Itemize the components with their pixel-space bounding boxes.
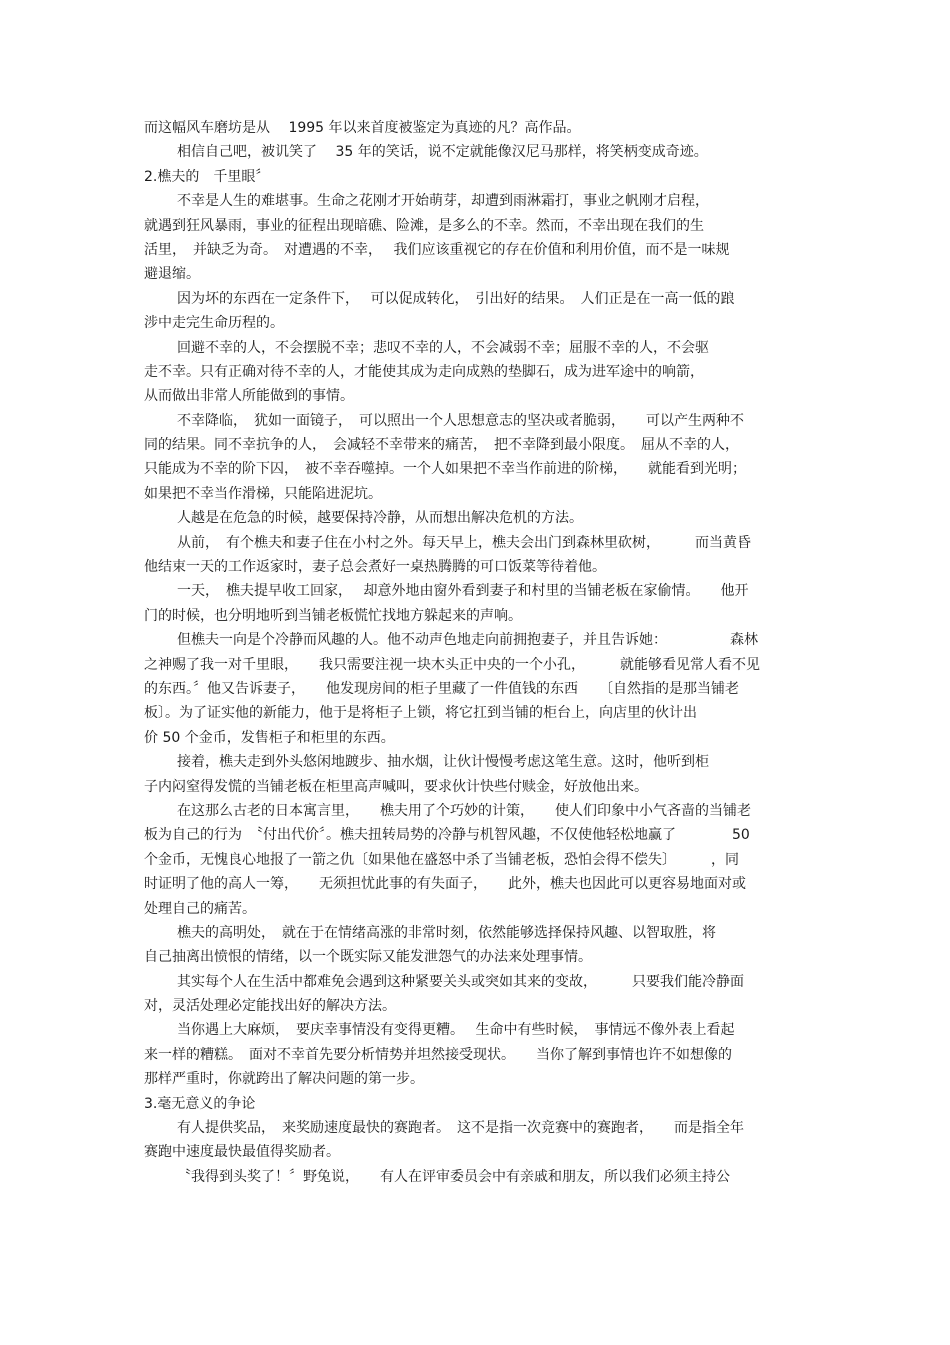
text-line: 只能成为不幸的阶下囚， 被不幸吞噬掉。一个人如果把不幸当作前进的阶梯， 就能看到光明； (144, 461, 746, 478)
text-line: 活里， 并缺乏为奇。 对遭遇的不幸， 我们应该重视它的存在价值和利用价值，而不是一味规 (144, 241, 730, 258)
text-line: 之神赐了我一对千里眼， 我只需要注视一块木头正中央的一个小孔， 就能够看见常人看不见 (144, 656, 760, 673)
text-line: 板〕。为了证实他的新能力，他于是将柜子上锁，将它扛到当铺的柜台上，向店里的伙计出 (144, 705, 697, 722)
text-line: 如果把不幸当作滑梯，只能陷进泥坑。 (144, 485, 382, 502)
text-line: 不幸是人生的难堪事。生命之花刚才开始萌芽，却遭到雨淋霜打，事业之帆刚才启程， (177, 193, 709, 210)
text-line: 从前， 有个樵夫和妻子住在小村之外。每天早上，樵夫会出门到森林里砍树， 而当黄昏 (177, 534, 751, 551)
text-line: 同的结果。同不幸抗争的人， 会减轻不幸带来的痛苦， 把不幸降到最小限度。 屈从不幸的人， (144, 437, 739, 454)
text-line: 自己抽离出愤恨的情绪，以一个既实际又能发泄怨气的办法来处理事情。 (144, 949, 592, 966)
text-line: 有人提供奖品， 来奖励速度最快的赛跑者。 这不是指一次竞赛中的赛跑者， 而是指全年 (177, 1120, 744, 1137)
text-line: 板为自己的行为 〝付出代价〞。樵夫扭转局势的冷静与机智风趣，不仅使他轻松地赢了 50 (144, 827, 750, 844)
text-line: 那样严重时，你就跨出了解决问题的第一步。 (144, 1071, 424, 1088)
text-line: 其实每个人在生活中都难免会遇到这种紧要关头或突如其来的变故， 只要我们能冷静面 (177, 973, 744, 990)
text-line: 的东西。〞他又告诉妻子， 他发现房间的柜子里藏了一件值钱的东西 〔自然指的是那当铺老 (144, 680, 739, 697)
text-line: 当你遇上大麻烦， 要庆幸事情没有变得更糟。 生命中有些时候， 事情远不像外表上看起 (177, 1022, 735, 1039)
text-line: 门的时候，也分明地听到当铺老板慌忙找地方躲起来的声响。 (144, 607, 522, 624)
text-line: 樵夫的高明处， 就在于在情绪高涨的非常时刻，依然能够选择保持风趣、以智取胜，将 (177, 924, 716, 941)
text-line: 走不幸。只有正确对待不幸的人，才能使其成为走向成熟的垫脚石，成为进军途中的响箭， (144, 363, 704, 380)
text-line: 赛跑中速度最快最值得奖励者。 (144, 1144, 340, 1161)
text-line: 相信自己吧，被讥笑了 35 年的笑话，说不定就能像汉尼马那样，将笑柄变成奇迹。 (177, 144, 708, 161)
text-line: 时证明了他的高人一筹， 无须担忧此事的有失面子， 此外，樵夫也因此可以更容易地面对或 (144, 876, 746, 893)
section-heading: 2.樵夫的 千里眼〞 (144, 168, 270, 185)
document-body (144, 116, 804, 1189)
text-line: 因为坏的东西在一定条件下， 可以促成转化， 引出好的结果。 人们正是在一高一低的踉 (177, 290, 735, 307)
text-line: 在这那么古老的日本寓言里， 樵夫用了个巧妙的计策， 使人们印象中小气吝啬的当铺老 (177, 802, 751, 819)
text-line: 处理自己的痛苦。 (144, 900, 256, 917)
text-line: 而这幅风车磨坊是从 1995 年以来首度被鉴定为真迹的凡？高作品。 (144, 120, 581, 136)
text-line: 一天， 樵夫提早收工回家， 却意外地由窗外看到妻子和村里的当铺老板在家偷情。 他开 (177, 583, 749, 600)
text-line: 就遇到狂风暴雨，事业的征程出现暗礁、险滩，是多么的不幸。然而，不幸出现在我们的生 (144, 217, 704, 234)
text-line: 他结束一天的工作返家时，妻子总会煮好一桌热腾腾的可口饭菜等待着他。 (144, 559, 606, 576)
text-line: 价 50 个金币，发售柜子和柜里的东西。 (144, 729, 395, 746)
text-line: 个金币，无愧良心地报了一箭之仇〔如果他在盛怒中杀了当铺老板，恐怕会得不偿失〕 ，同 (144, 851, 739, 868)
text-line: 〝我得到头奖了！〞野兔说， 有人在评审委员会中有亲戚和朋友，所以我们必须主持公 (177, 1168, 730, 1185)
text-line: 接着，樵夫走到外头悠闲地踱步、抽水烟，让伙计慢慢考虑这笔生意。这时，他听到柜 (177, 754, 709, 771)
section-heading: 3.毫无意义的争论 (144, 1095, 256, 1112)
text-line: 对，灵活处理必定能找出好的解决方法。 (144, 998, 396, 1015)
text-line: 涉中走完生命历程的。 (144, 315, 284, 332)
text-line: 人越是在危急的时候，越要保持冷静，从而想出解决危机的方法。 (177, 510, 583, 527)
text-line: 避退缩。 (144, 266, 200, 283)
text-line: 从而做出非常人所能做到的事情。 (144, 388, 354, 405)
text-line: 但樵夫一向是个冷静而风趣的人。他不动声色地走向前拥抱妻子，并且告诉她： 森林 (177, 632, 758, 649)
text-line: 不幸降临， 犹如一面镜子， 可以照出一个人思想意志的坚决或者脆弱， 可以产生两种不 (177, 412, 744, 429)
text-line: 回避不幸的人，不会摆脱不幸；悲叹不幸的人，不会减弱不幸；屈服不幸的人，不会驱 (177, 339, 709, 356)
text-line: 来一样的糟糕。 面对不幸首先要分析情势并坦然接受现状。 当你了解到事情也许不如想像的 (144, 1046, 732, 1063)
text-line: 子内闷窒得发慌的当铺老板在柜里高声喊叫，要求伙计快些付赎金，好放他出来。 (144, 778, 648, 795)
